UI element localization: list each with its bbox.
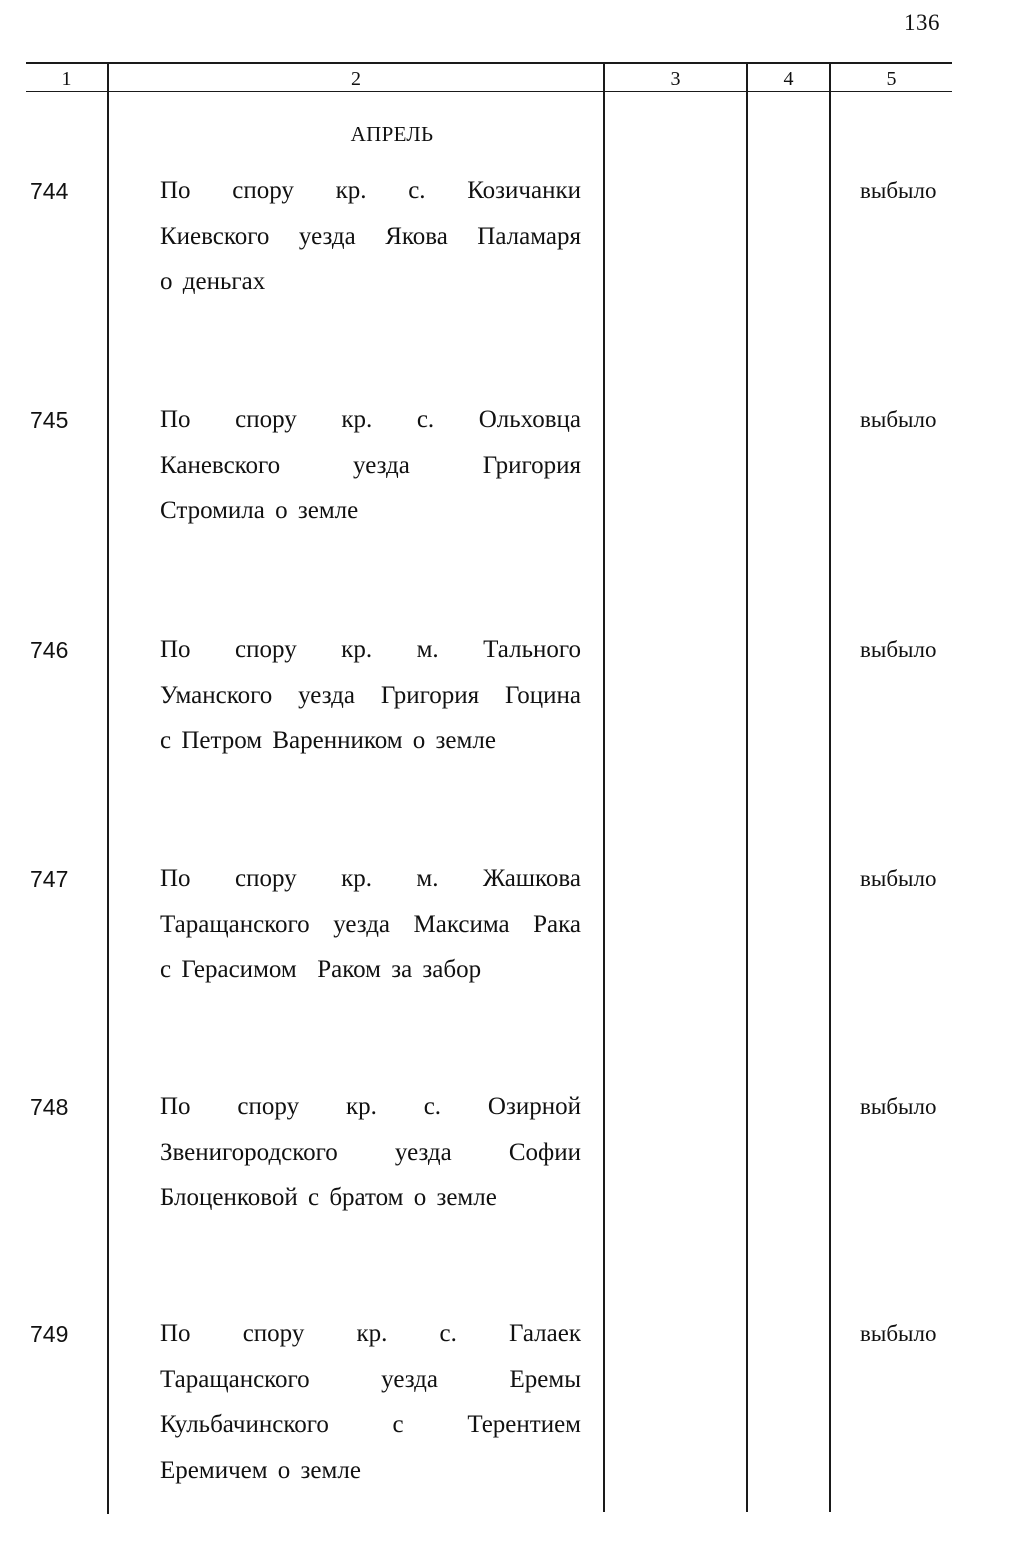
column-divider-3	[746, 62, 748, 1512]
description-line: По спору кр. м. Тального	[160, 636, 581, 663]
description-line: Кульбачинского с Терентием	[160, 1411, 581, 1438]
description-line: По спору кр. м. Жашкова	[160, 865, 581, 892]
status-text: выбыло	[860, 637, 937, 662]
description-line: Звенигородского уезда Софии	[160, 1138, 581, 1166]
description-line: Каневского уезда Григория	[160, 451, 581, 479]
row-number: 744	[30, 178, 69, 204]
row-number: 749	[30, 1321, 69, 1347]
section-title-month: АПРЕЛЬ	[350, 122, 434, 146]
column-header-2: 2	[351, 68, 361, 90]
case-description	[160, 168, 581, 305]
table-top-rule	[26, 62, 952, 64]
description-line: По спору кр. с. Козичанки	[160, 177, 581, 204]
case-description	[160, 856, 581, 993]
column-header-3: 3	[670, 68, 681, 90]
header-bottom-rule	[26, 91, 952, 92]
description-line: По спору кр. с. Ольховца	[160, 406, 581, 433]
row-number: 748	[30, 1094, 69, 1120]
description-line: Уманского уезда Григория Гоцина	[160, 681, 581, 709]
column-header-1: 1	[61, 68, 72, 90]
description-line: Таращанского уезда Максима Рака	[160, 910, 581, 938]
status-text: выбыло	[860, 1094, 937, 1119]
description-line: Блоценковой с братом о земле	[160, 1184, 497, 1211]
case-description	[160, 627, 581, 764]
row-number: 746	[30, 637, 69, 663]
status-text: выбыло	[860, 178, 937, 203]
description-line: Таращанского уезда Еремы	[160, 1365, 581, 1393]
row-number: 747	[30, 866, 69, 892]
column-divider-1	[107, 62, 109, 1514]
description-line: По спору кр. с. Озирной	[160, 1093, 581, 1120]
column-divider-2	[603, 62, 605, 1512]
column-header-5: 5	[886, 68, 897, 90]
description-line: Еремичем о земле	[160, 1456, 361, 1484]
case-description	[160, 1311, 581, 1493]
description-line: Киевского уезда Якова Паламаря	[160, 222, 581, 250]
case-description	[160, 1084, 581, 1221]
column-divider-4	[829, 62, 831, 1512]
column-header-4: 4	[783, 68, 794, 90]
row-number: 745	[30, 407, 69, 433]
description-line: Стромила о земле	[160, 497, 359, 524]
page-number: 136	[904, 10, 940, 35]
status-text: выбыло	[860, 407, 937, 432]
description-line: о деньгах	[160, 268, 266, 295]
case-description	[160, 397, 581, 534]
status-text: выбыло	[860, 866, 937, 891]
description-line: По спору кр. с. Галаек	[160, 1320, 581, 1347]
status-text: выбыло	[860, 1321, 937, 1346]
description-line: с Герасимом Раком за забор	[160, 956, 482, 983]
description-line: с Петром Варенником о земле	[160, 727, 496, 754]
